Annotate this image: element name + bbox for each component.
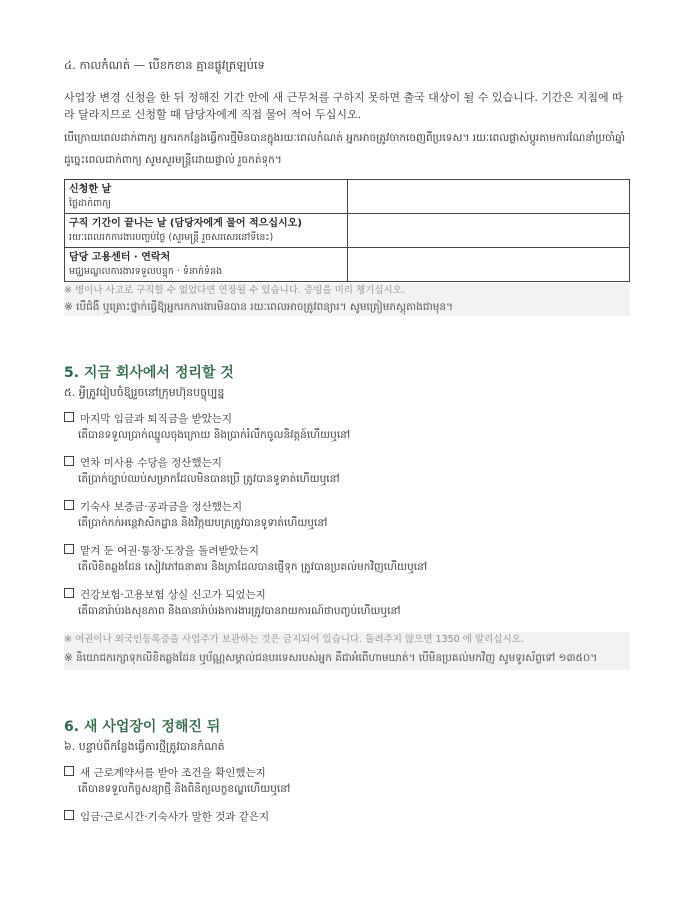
- item-ko: 새 근로계약서를 받아 조건을 확인했는지: [80, 767, 266, 779]
- table-value-cell[interactable]: [348, 248, 630, 282]
- item-ko: 기숙사 보증금·공과금을 정산했는지: [80, 501, 243, 513]
- section5-title-km: ៥. អ្វីត្រូវរៀបចំឱ្យរួចនៅក្រុមហ៊ុនបច្ចុប្បន្ន: [64, 386, 225, 399]
- checklist-item[interactable]: [64, 810, 630, 825]
- table-label-km: ថ្ងៃដាក់ពាក្យ: [69, 197, 112, 209]
- item-ko: 마지막 임금과 퇴직금을 받았는지: [80, 413, 233, 425]
- item-km: តើបានទទួលប្រាក់ឈ្នួលចុងក្រោយ និងប្រាក់រំលឹកចូលនិវត្តន៍ហើយឬនៅ: [78, 429, 351, 441]
- note-ko: ※ 여권이나 외국인등록증을 사업주가 보관하는 것은 금지되어 있습니다. 돌려주지 않으면 1350 에 알리십시오.: [64, 634, 524, 645]
- table-value-cell[interactable]: [348, 180, 630, 214]
- table-label-ko: 구직 기간이 끝나는 날 (담당자에게 물어 적으십시오): [69, 217, 302, 229]
- table-label-ko: 담당 고용센터 · 연락처: [69, 251, 171, 263]
- checklist-item[interactable]: [64, 412, 630, 444]
- checklist-item[interactable]: [64, 766, 630, 798]
- section5: [64, 362, 630, 670]
- section4-heading: ៤. កាលកំណត់ — បើខកខាន គ្មានផ្លូវត្រឡប់ទេ: [64, 58, 265, 72]
- note-km: ※ បើជំងឺ ឬគ្រោះថ្នាក់ធ្វើឱ្យអ្នករកការងារមិនបាន រយៈពេលអាចត្រូវពន្យារ។ សូមត្រៀមភស្តុតាងជាមុន។: [64, 301, 454, 313]
- note-km: ※ និយោជករក្សាទុកលិខិតឆ្លងដែន ឬប័ណ្ណសម្គាល់ជនបរទេសរបស់អ្នក គឺជាអំពើហាមឃាត់។ បើមិនប្រគល់មកវិញ សូមទូរស័ព្ទទៅ ១៣៥០។: [64, 652, 598, 664]
- checkbox-icon[interactable]: [64, 766, 74, 776]
- table-row: [65, 180, 630, 214]
- page: [64, 58, 630, 837]
- item-km: តើប្រាក់កក់អន្តេវាសិកដ្ឋាន និងវិក្កយបត្រត្រូវបានទូទាត់ហើយឬនៅ: [78, 517, 328, 529]
- checkbox-icon[interactable]: [64, 544, 74, 554]
- item-km: តើលិខិតឆ្លងដែន សៀវភៅធនាគារ និងត្រាដែលបានផ្ញើទុក ត្រូវបានប្រគល់មកវិញហើយឬនៅ: [78, 561, 428, 573]
- checkbox-icon[interactable]: [64, 412, 74, 422]
- checkbox-icon[interactable]: [64, 588, 74, 598]
- checklist-item[interactable]: [64, 456, 630, 488]
- checklist-item[interactable]: [64, 500, 630, 532]
- table-label-cell: [65, 180, 348, 214]
- table-row: [65, 214, 630, 248]
- section4-body-km: បើក្រោយពេលដាក់ពាក្យ អ្នករកកន្លែងធ្វើការថ្មីមិនបានក្នុងរយៈពេលកំណត់ អ្នកអាចត្រូវចាកចេញពីប្រទេស។ រយៈពេលផ្លាស់ប្ដូរតាមការណែនាំប្រចាំឆ្នាំ ដូច្នេះពេលដាក់ពាក្យ សូមសួរមន្ត្រីដោយផ្ទាល់ រួចកត់ទុក។: [64, 132, 626, 166]
- table-value-cell[interactable]: [348, 214, 630, 248]
- note-ko: ※ 병이나 사고로 구직할 수 없었다면 연장될 수 있습니다. 증빙을 미리 챙기십시오.: [64, 285, 405, 296]
- table-label-cell: [65, 214, 348, 248]
- section4-body-ko: 사업장 변경 신청을 한 뒤 정해진 기간 안에 새 근무처를 구하지 못하면 출국 대상이 될 수 있습니다. 기간은 지침에 따라 달라지므로 신청할 때 담당자에게 직접 물어 적어 두십시오.: [64, 91, 623, 121]
- checklist-item[interactable]: [64, 544, 630, 576]
- section6-title-km: ៦. បន្ទាប់ពីកន្លែងធ្វើការថ្មីត្រូវបានកំណត់: [64, 740, 225, 753]
- item-ko: 맡겨 둔 여권·통장·도장을 돌려받았는지: [80, 545, 259, 557]
- table-row: [65, 248, 630, 282]
- section5-note: [64, 632, 630, 670]
- table-label-cell: [65, 248, 348, 282]
- checklist-item[interactable]: [64, 588, 630, 620]
- item-km: តើធានារ៉ាប់រងសុខភាព និងធានារ៉ាប់រងការងារត្រូវបានរាយការណ៍ថាបញ្ចប់ហើយឬនៅ: [78, 605, 401, 617]
- table-label-ko: 신청한 날: [69, 183, 112, 195]
- item-km: តើប្រាក់ច្បាប់ឈប់សម្រាកដែលមិនបានប្រើ ត្រូវបានទូទាត់ហើយឬនៅ: [78, 473, 340, 485]
- checkbox-icon[interactable]: [64, 456, 74, 466]
- item-ko: 임금·근로시간·기숙사가 말한 것과 같은지: [80, 811, 270, 823]
- item-ko: 건강보험·고용보험 상실 신고가 되었는지: [80, 589, 266, 601]
- section6-title: 6. 새 사업장이 정해진 뒤: [64, 719, 221, 735]
- item-km: តើបានទទួលកិច្ចសន្យាថ្មី និងពិនិត្យលក្ខខណ្ឌហើយឬនៅ: [78, 783, 291, 795]
- checkbox-icon[interactable]: [64, 810, 74, 820]
- checkbox-icon[interactable]: [64, 500, 74, 510]
- item-ko: 연차 미사용 수당을 정산했는지: [80, 457, 222, 469]
- table-label-km: រយៈពេលរកការងារបញ្ចប់ថ្ងៃ (សួរមន្ត្រី រួចសរសេរនៅទីនេះ): [69, 231, 274, 243]
- table-label-km: មជ្ឈមណ្ឌលការងារទទួលបន្ទុក · ទំនាក់ទំនង: [69, 265, 223, 277]
- section5-title: 5. 지금 회사에서 정리할 것: [64, 365, 234, 381]
- section6: [64, 716, 630, 825]
- section4-note: [64, 283, 630, 316]
- deadline-table: [64, 179, 630, 282]
